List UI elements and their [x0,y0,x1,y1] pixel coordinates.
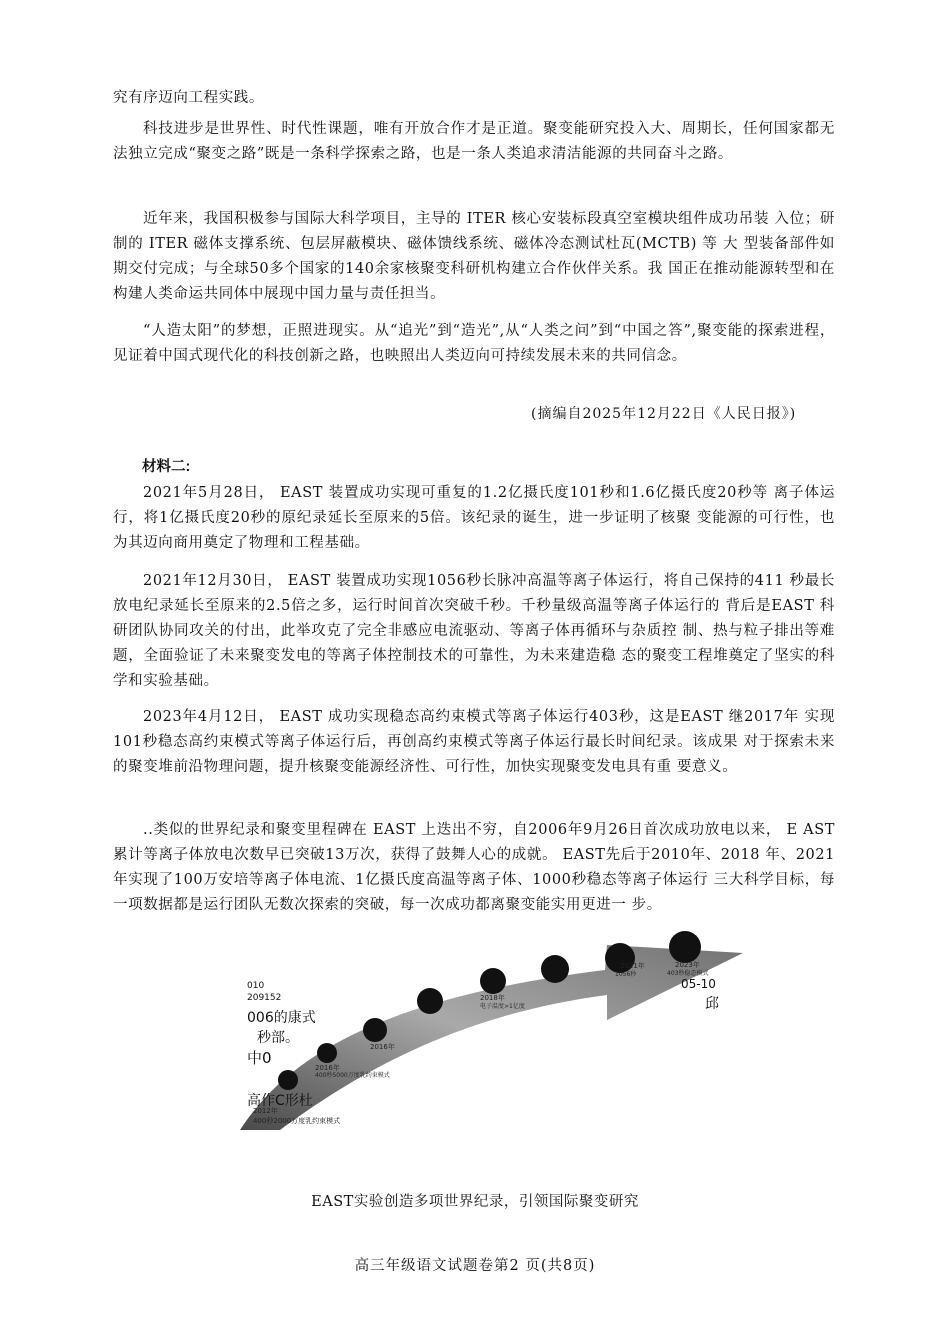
figure-caption: EAST实验创造多项世界纪录，引领国际聚变研究 [311,1194,639,1210]
paragraph-iter-participation: 近年来，我国积极参与国际大科学项目，主导的 ITER 核心安装标段真空室模块组件成功吊装 入位；研制的 ITER 磁体支撑系统、包层屏蔽模块、磁体馈线系统、磁体冷态测试杜瓦(MCTB) 等 大 型装备部件如期交付完成；与全球50多个国家的140余家核聚变科研机构建立合作伙伴关系。我 国正在推动能源转型和在构建人类命运共同体中展现中国力量与责任担当。 [113,211,835,302]
overlay-label-zhong: 中0 [247,1049,272,1067]
arrow-label-2023-detail: 403秒稳态模式 [667,970,709,977]
milestone-dot-2 [317,1043,337,1063]
overlay-label-209152: 209152 [247,993,282,1003]
arrow-label-2023: 2023年 [675,961,700,969]
overlay-label-qiu: 邱 [705,996,719,1012]
arrow-label-2012: 2012年 [253,1107,278,1115]
page-footer: 高三年级语文试题卷第2 页(共8页) [354,1258,596,1274]
paragraph-2021-may: 2021年5月28日， EAST 装置成功实现可重复的1.2亿摄氏度101秒和1.6亿摄氏度20秒等 离子体运行，将1亿摄氏度20秒的原纪录延长至原来的5倍。该纪录的诞生，进一步证明了核聚 变能源的可行性，也为其迈向商用奠定了物理和工程基础。 [113,485,835,551]
overlay-label-kangshi: 006的康式 [247,1010,316,1026]
paragraph-continuation: 究有序迈向工程实践。 [113,90,264,106]
overlay-label-date: 05-10 [681,977,716,991]
overlay-label-010: 010 [247,981,265,991]
source-citation: (摘编自2025年12月22日《人民日报》) [531,406,797,422]
milestone-dot-6 [541,955,569,983]
arrow-label-2021: 2021年 [620,962,645,970]
overlay-label-seconds: 秒部。 [257,1030,299,1046]
arrow-label-2021-detail: 1056秒 [615,971,637,978]
arrow-label-2018-detail: 电子温度>1亿度 [480,1003,525,1010]
milestone-dot-4 [417,988,443,1014]
arrow-label-2016a: 2016年 [315,1064,340,1072]
paragraph-artificial-sun: “人造太阳”的梦想，正照进现实。从“追光”到“造光”,从“人类之问”到“中国之答”,聚变能的探索进程，见证着中国式现代化的科技创新之路，也映照出人类迈向可持续发展未来的共同信念。 [113,323,835,364]
paragraph-2023-apr: 2023年4月12日， EAST 成功实现稳态高约束模式等离子体运行403秒，这是EAST 继2017年 实现101秒稳态高约束模式等离子体运行后，再创高约束模式等离子体运行最长时间纪录。该成果 对于探索未来的聚变堆前沿物理问题，提升核聚变能源经济性、可行性，加快实现聚变发电具有重 要意义。 [113,709,835,775]
section-heading-material-two: 材料二: [142,459,191,475]
arrow-label-2016b: 2016年 [370,1043,395,1051]
milestone-dot-8 [669,931,701,963]
arrow-label-2016a-detail: 400秒5000万度乳约束模式 [315,1072,390,1079]
paragraph-open-cooperation: 科技进步是世界性、时代性课题，唯有开放合作才是正道。聚变能研究投入大、周期长，任何国家都无法独立完成“聚变之路”既是一条科学探索之路，也是一条人类追求清洁能源的共同奋斗之路。 [113,121,835,162]
overlay-label-gaozuo: 高作C形杜 [247,1093,313,1109]
arrow-label-2018: 2018年 [480,994,505,1002]
arrow-label-2012-detail: 400秒2000万度乳约束模式 [253,1117,341,1125]
milestone-dot-1 [278,1070,298,1090]
milestone-dot-5 [480,968,506,994]
paragraph-2021-dec: 2021年12月30日， EAST 装置成功实现1056秒长脉冲高温等离子体运行，将自己保持的411 秒最长放电纪录延长至原来的2.5倍之多，运行时间首次突破千秒。千秒量级高温等离子体运行的 背后是EAST 科研团队协同攻关的付出，此举攻克了完全非感应电流驱动、等离子体再循环与杂质控 制、热与粒子排出等难题，全面验证了未来聚变发电的等离子体控制技术的可靠性，为未来建造稳 态的聚变工程堆奠定了坚实的科学和实验基础。 [113,573,835,689]
east-milestone-figure [235,925,745,1140]
paragraph-records-summary: ..类似的世界纪录和聚变里程碑在 EAST 上迭出不穷，自2006年9月26日首次成功放电以来， E AST累计等离子体放电次数早已突破13万次，获得了鼓舞人心的成就。 EAST先后于2010年、2018 年、2021年实现了100万安培等离子体电流、1亿摄氏度高温等离子体、1000秒稳态等离子体运行 三大科学目标，每一项数据都是运行团队无数次探索的突破，每一次成功都离聚变能实用更进一 步。 [113,822,835,913]
milestone-dot-3 [363,1018,387,1042]
